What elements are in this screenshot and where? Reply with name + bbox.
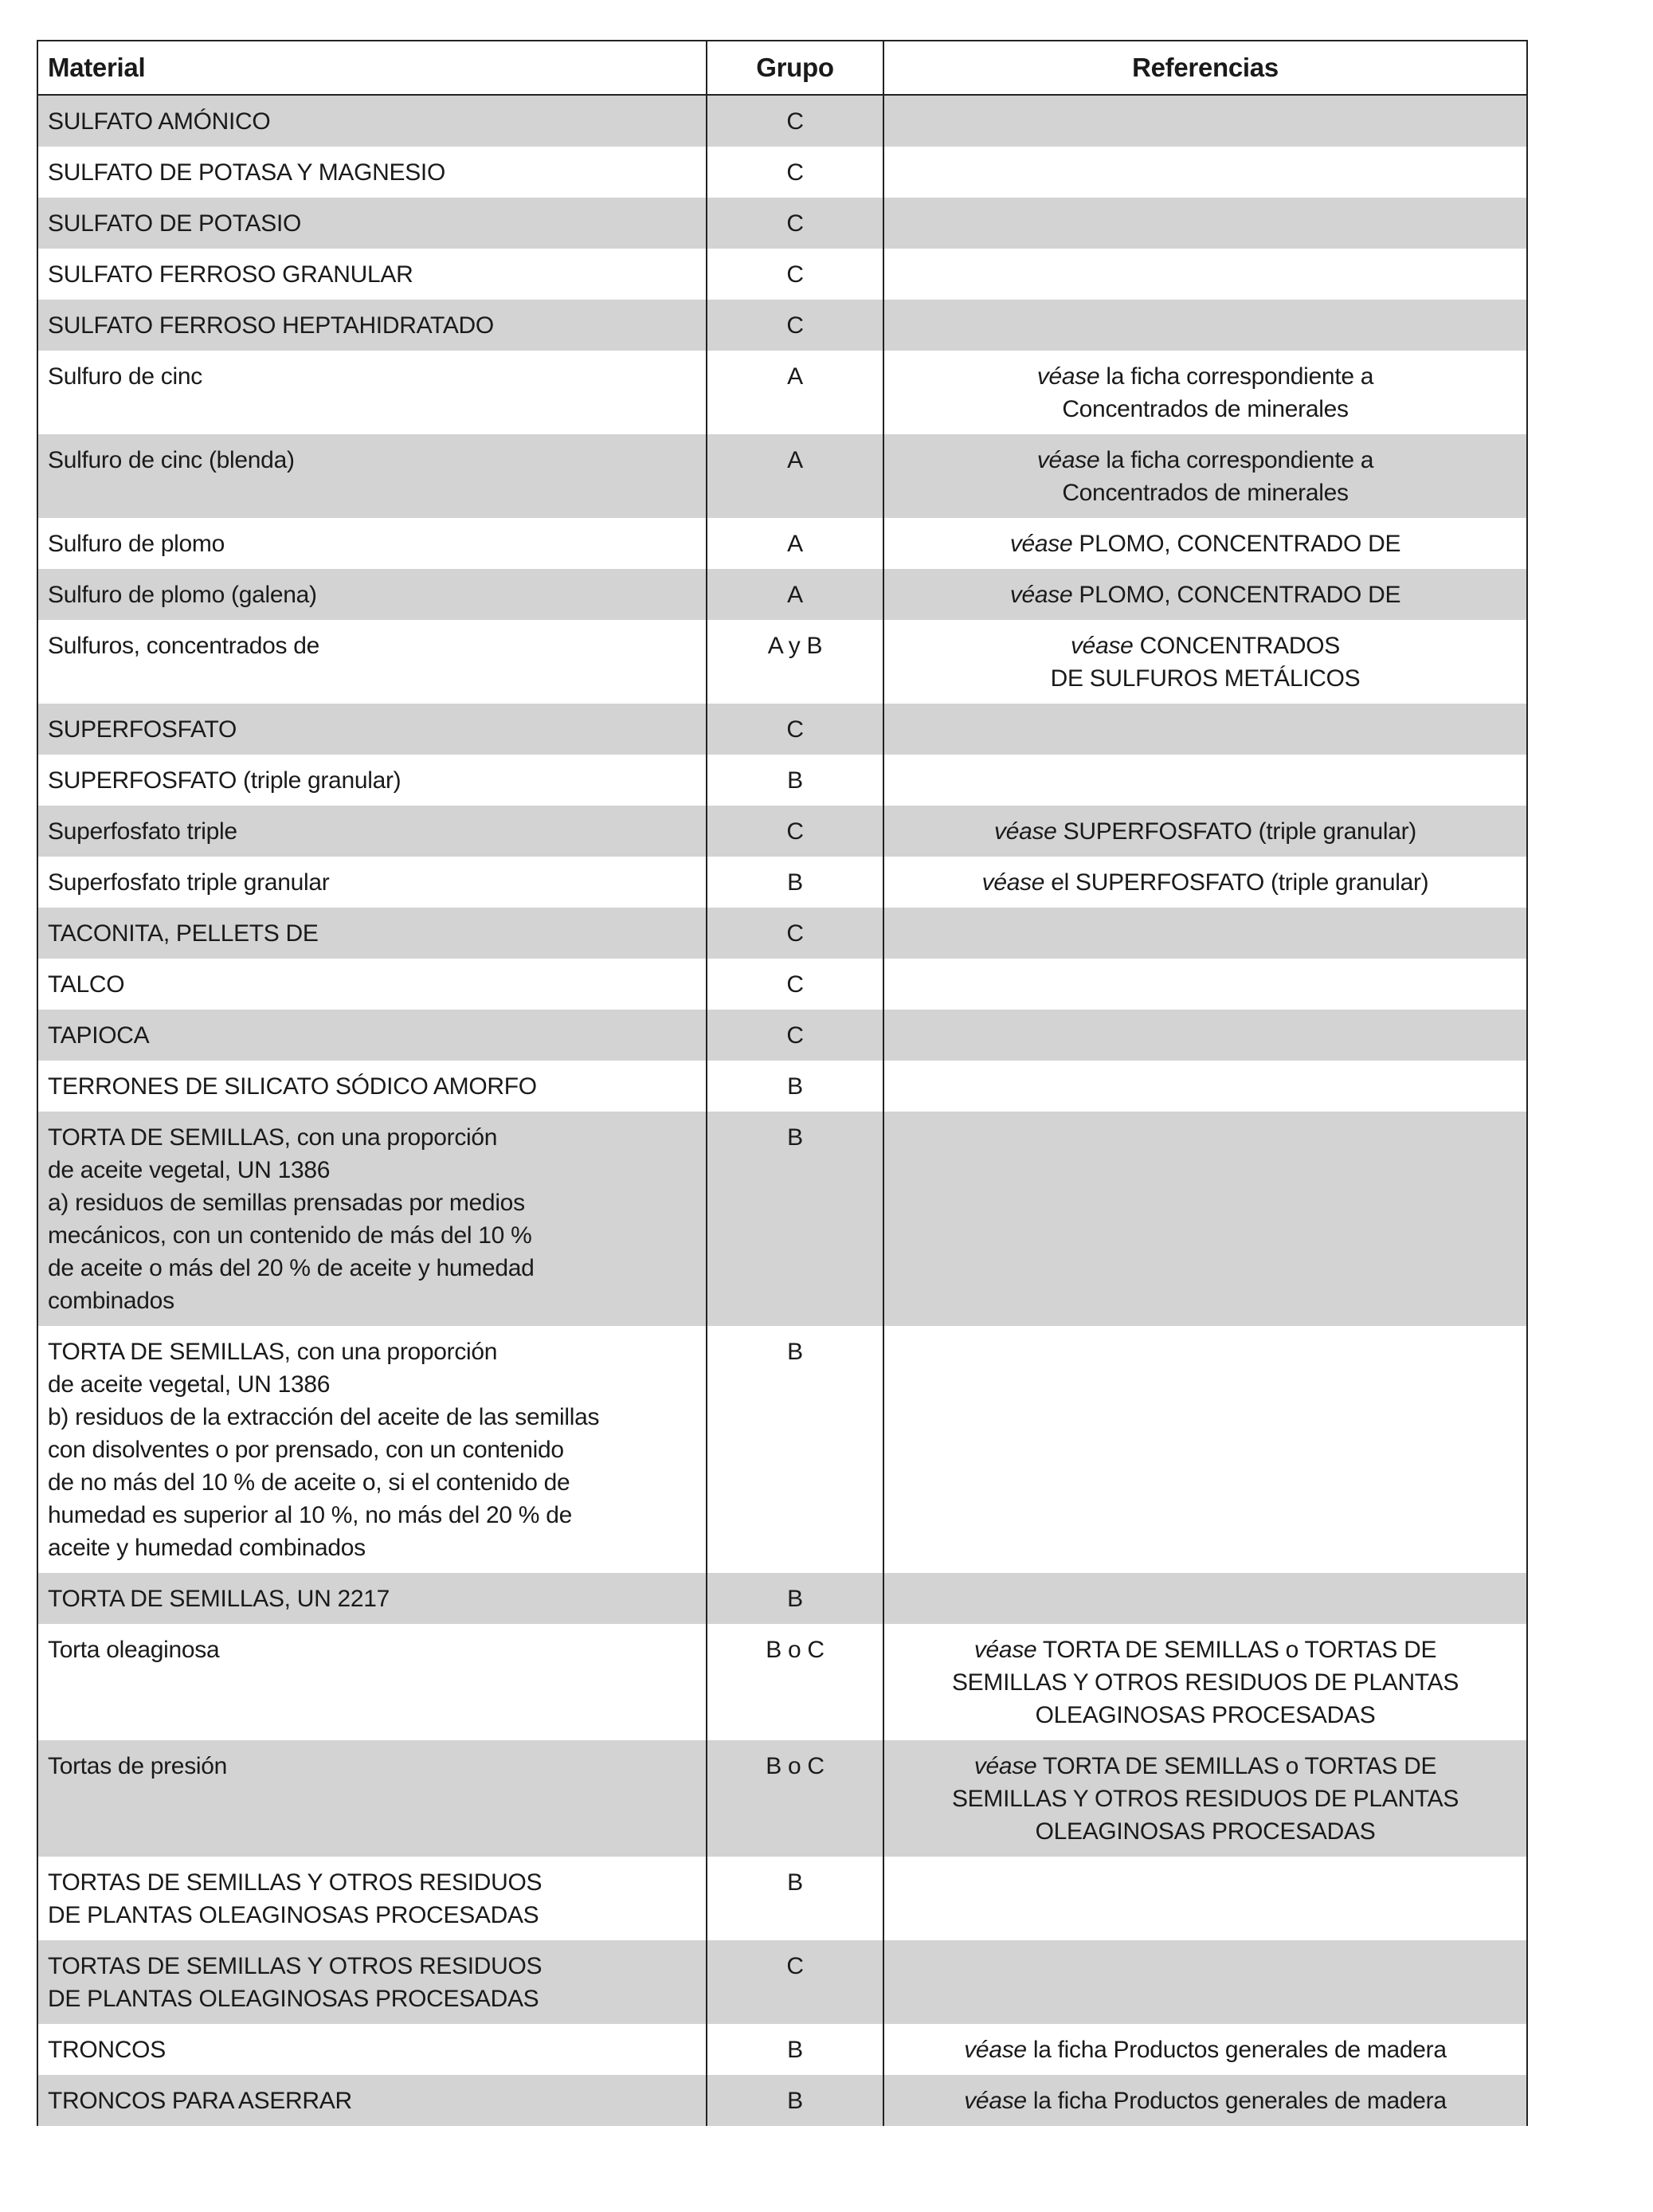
grupo-cell: B o C [707,1740,883,1857]
table-row [37,806,1527,857]
material-cell: SULFATO AMÓNICO [37,95,707,147]
ref-italic: véase [981,869,1045,896]
grupo-cell: B [707,1326,883,1573]
table-row [37,1940,1527,2024]
material-cell: TORTAS DE SEMILLAS Y OTROS RESIDUOS DE PLANTAS OLEAGINOSAS PROCESADAS [37,1857,707,1940]
grupo-cell: C [707,806,883,857]
referencias-cell [883,1940,1527,2024]
grupo-cell: C [707,908,883,959]
header-row [37,41,1527,95]
material-cell: TACONITA, PELLETS DE [37,908,707,959]
table-row [37,620,1527,704]
material-cell: Sulfuro de cinc (blenda) [37,434,707,518]
material-cell: TORTAS DE SEMILLAS Y OTROS RESIDUOS DE PLANTAS OLEAGINOSAS PROCESADAS [37,1940,707,2024]
material-cell: TALCO [37,959,707,1010]
ref-italic: véase [1036,447,1100,473]
material-cell: TRONCOS [37,2024,707,2075]
grupo-cell: C [707,95,883,147]
referencias-cell [883,569,1527,620]
table-row [37,569,1527,620]
grupo-cell: A [707,351,883,434]
ref-italic: véase [964,2037,1027,2063]
grupo-cell: C [707,300,883,351]
referencias-cell [883,198,1527,249]
ref-italic: véase [1036,363,1100,390]
table-row [37,1624,1527,1740]
ref-text: SUPERFOSFATO (triple granular) [1056,818,1416,845]
table-row [37,147,1527,198]
ref-text: la ficha correspondiente a Concentrados de minerales [1062,363,1374,422]
table-row [37,95,1527,147]
ref-text: la ficha Productos generales de madera [1026,2037,1447,2063]
referencias-cell [883,351,1527,434]
grupo-cell: C [707,1940,883,2024]
table-row [37,198,1527,249]
table-row [37,351,1527,434]
ref-text: la ficha Productos generales de madera [1026,2088,1447,2114]
header-material: Material [37,41,707,95]
referencias-cell [883,1740,1527,1857]
material-cell: SULFATO FERROSO HEPTAHIDRATADO [37,300,707,351]
ref-text: la ficha correspondiente a Concentrados de minerales [1062,447,1374,506]
table-row [37,704,1527,755]
referencias-cell [883,1326,1527,1573]
material-cell: Sulfuro de plomo [37,518,707,569]
table-row [37,755,1527,806]
referencias-cell [883,147,1527,198]
material-cell: Superfosfato triple [37,806,707,857]
grupo-cell: B [707,1857,883,1940]
table-row [37,1112,1527,1326]
referencias-cell [883,1573,1527,1624]
ref-italic: véase [973,1753,1037,1779]
grupo-cell: B [707,2024,883,2075]
material-cell: TORTA DE SEMILLAS, UN 2217 [37,1573,707,1624]
referencias-cell [883,755,1527,806]
ref-text: CONCENTRADOS DE SULFUROS METÁLICOS [1050,633,1361,692]
material-cell: Sulfuros, concentrados de [37,620,707,704]
table-row [37,2075,1527,2126]
table-row [37,1061,1527,1112]
material-cell: TORTA DE SEMILLAS, con una proporción de aceite vegetal, UN 1386 b) residuos de la extracción del aceite de las semillas con disolventes o por prensado, con un contenido de no más del 10 % de aceite o, si el contenido de humedad es superior al 10 %, no más del 20 % de aceite y humedad combinados [37,1326,707,1573]
material-cell: TAPIOCA [37,1010,707,1061]
ref-italic: véase [973,1637,1037,1663]
table-row [37,1010,1527,1061]
grupo-cell: C [707,249,883,300]
ref-text: PLOMO, CONCENTRADO DE [1072,582,1401,608]
referencias-cell [883,434,1527,518]
materials-table [37,40,1528,2126]
material-cell: TRONCOS PARA ASERRAR [37,2075,707,2126]
ref-italic: véase [1009,582,1073,608]
material-cell: Tortas de presión [37,1740,707,1857]
grupo-cell: A [707,434,883,518]
grupo-cell: A [707,518,883,569]
ref-italic: véase [994,818,1057,845]
material-cell: SUPERFOSFATO (triple granular) [37,755,707,806]
table-row [37,300,1527,351]
header-grupo: Grupo [707,41,883,95]
table-row [37,249,1527,300]
grupo-cell: A y B [707,620,883,704]
table-row [37,1573,1527,1624]
grupo-cell: B [707,2075,883,2126]
referencias-cell [883,857,1527,908]
referencias-cell [883,908,1527,959]
material-cell: SUPERFOSFATO [37,704,707,755]
grupo-cell: B [707,1061,883,1112]
material-cell: TERRONES DE SILICATO SÓDICO AMORFO [37,1061,707,1112]
material-cell: TORTA DE SEMILLAS, con una proporción de aceite vegetal, UN 1386 a) residuos de semillas prensadas por medios mecánicos, con un contenido de más del 10 % de aceite o más del 20 % de aceite y humedad combinados [37,1112,707,1326]
material-cell: Torta oleaginosa [37,1624,707,1740]
grupo-cell: B [707,1573,883,1624]
grupo-cell: C [707,959,883,1010]
ref-italic: véase [1009,531,1073,557]
table-row [37,434,1527,518]
grupo-cell: B [707,755,883,806]
grupo-cell: B o C [707,1624,883,1740]
ref-italic: véase [1070,633,1134,659]
table-row [37,518,1527,569]
table-row [37,959,1527,1010]
ref-text: el SUPERFOSFATO (triple granular) [1044,869,1429,896]
ref-text: TORTA DE SEMILLAS o TORTAS DE SEMILLAS Y OTROS RESIDUOS DE PLANTAS OLEAGINOSAS PROCESADAS [951,1637,1459,1728]
grupo-cell: C [707,704,883,755]
referencias-cell [883,806,1527,857]
referencias-cell [883,95,1527,147]
table-row [37,1857,1527,1940]
referencias-cell [883,2024,1527,2075]
referencias-cell [883,959,1527,1010]
material-cell: Superfosfato triple granular [37,857,707,908]
referencias-cell [883,249,1527,300]
referencias-cell [883,1624,1527,1740]
ref-text: TORTA DE SEMILLAS o TORTAS DE SEMILLAS Y OTROS RESIDUOS DE PLANTAS OLEAGINOSAS PROCESADAS [951,1753,1459,1845]
ref-text: PLOMO, CONCENTRADO DE [1072,531,1401,557]
table-row [37,1326,1527,1573]
header-referencias: Referencias [883,41,1527,95]
referencias-cell [883,704,1527,755]
table-row [37,1740,1527,1857]
referencias-cell [883,300,1527,351]
referencias-cell [883,620,1527,704]
grupo-cell: C [707,147,883,198]
material-cell: Sulfuro de plomo (galena) [37,569,707,620]
table-row [37,857,1527,908]
material-cell: SULFATO DE POTASA Y MAGNESIO [37,147,707,198]
referencias-cell [883,1112,1527,1326]
ref-italic: véase [964,2088,1027,2114]
table-row [37,908,1527,959]
referencias-cell [883,2075,1527,2126]
grupo-cell: C [707,1010,883,1061]
referencias-cell [883,1061,1527,1112]
material-cell: SULFATO FERROSO GRANULAR [37,249,707,300]
referencias-cell [883,1010,1527,1061]
grupo-cell: A [707,569,883,620]
grupo-cell: B [707,1112,883,1326]
referencias-cell [883,518,1527,569]
grupo-cell: C [707,198,883,249]
referencias-cell [883,1857,1527,1940]
grupo-cell: B [707,857,883,908]
material-cell: Sulfuro de cinc [37,351,707,434]
material-cell: SULFATO DE POTASIO [37,198,707,249]
table-row [37,2024,1527,2075]
